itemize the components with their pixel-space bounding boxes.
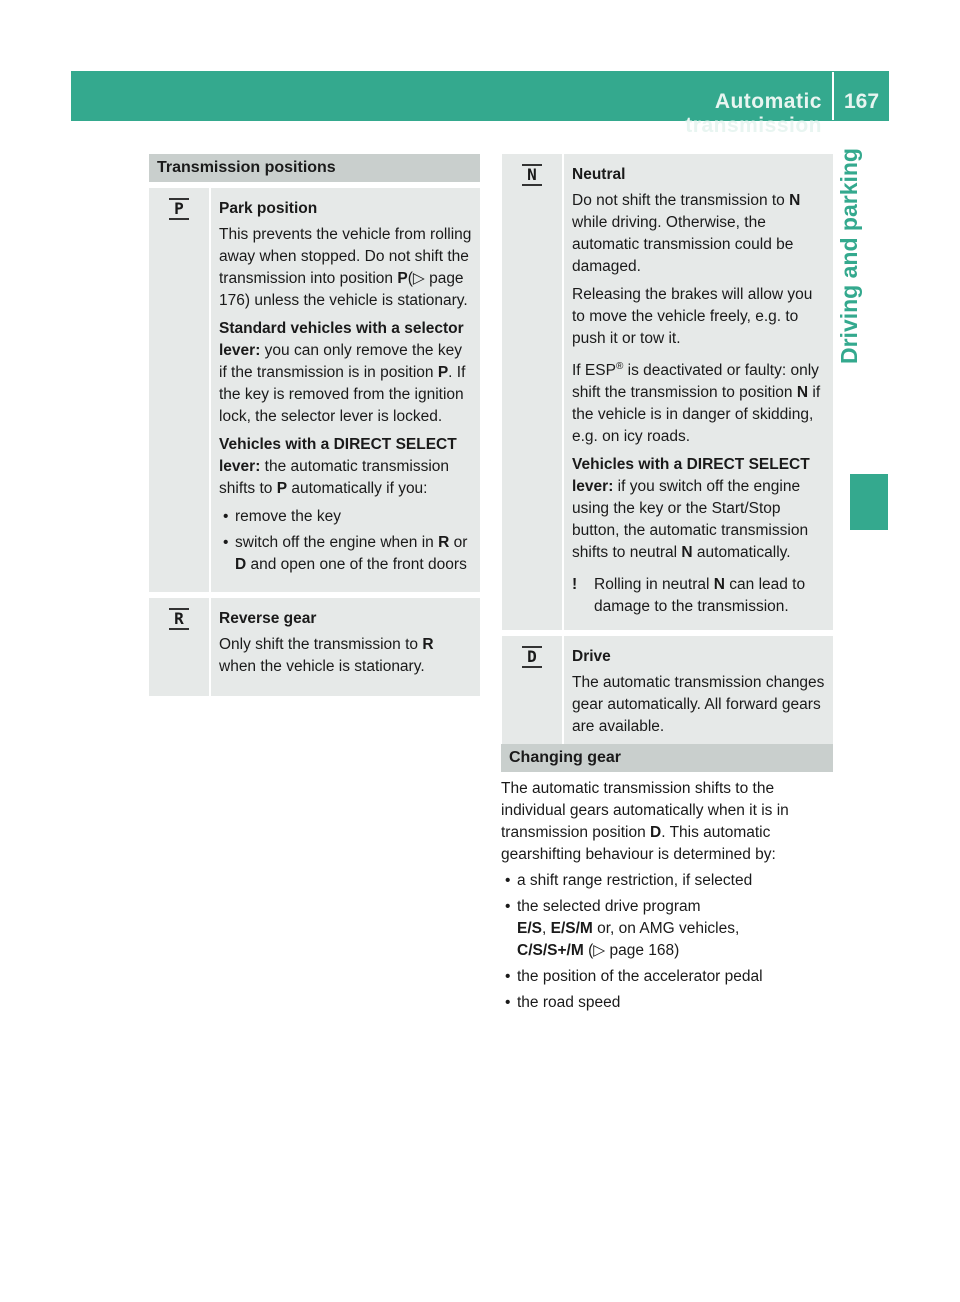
- section-heading: Changing gear: [501, 744, 833, 772]
- table-heading: Transmission positions: [149, 154, 480, 182]
- changing-gear-section: [501, 778, 833, 1018]
- drive-description: The automatic transmission changes gear automatically. All forward gears are available.: [572, 674, 825, 736]
- side-tab-label: Driving and parking: [836, 148, 862, 364]
- gear-p-icon: P: [169, 198, 189, 220]
- list-item: • switch off the engine when in R or D and open one of the front doors: [219, 532, 474, 576]
- side-tab-marker: [850, 474, 888, 530]
- transmission-positions-table-continued: [502, 148, 833, 756]
- gear-r-icon: R: [169, 608, 189, 630]
- chapter-title: Automatic transmission: [685, 90, 822, 137]
- list-item: • the selected drive program E/S, E/S/M or, on AMG vehicles, C/S/S+/M (▷ page 168): [501, 896, 833, 962]
- row-title: Reverse gear: [219, 610, 317, 627]
- list-item: • remove the key: [219, 506, 474, 528]
- gear-d-icon: D: [522, 646, 542, 668]
- row-title: Drive: [572, 648, 611, 666]
- warning-note: ! Rolling in neutral N can lead to damage to the transmission.: [572, 574, 827, 618]
- list-item: • a shift range restriction, if selected: [501, 870, 833, 892]
- section-intro: The automatic transmission shifts to the individual gears automatically when it is in transmission position D. This automatic gearshifting behaviour is determined by:: [501, 780, 789, 863]
- park-direct-select-note: Vehicles with a DIRECT SELECT lever: the automatic transmission shifts to P automatically if you:: [219, 436, 457, 497]
- table-row-park: [149, 188, 480, 592]
- table-row-reverse: [149, 598, 480, 696]
- table-row-neutral: [502, 154, 833, 630]
- neutral-esp-note: If ESP® is deactivated or faulty: only shift the transmission to position N if the vehicle is in danger of skidding, e.g. on icy roads.: [572, 361, 821, 446]
- transmission-positions-table: [149, 154, 480, 696]
- row-title: Neutral: [572, 166, 626, 183]
- reverse-description: Only shift the transmission to R when the vehicle is stationary.: [219, 636, 434, 675]
- page-number: 167: [844, 90, 880, 113]
- park-standard-note: Standard vehicles with a selector lever: you can only remove the key if the transmission is in position P. If the key is removed from the ignition lock, the selector lever is locked.: [219, 320, 466, 425]
- warning-icon: !: [572, 576, 578, 594]
- list-item: • the road speed: [501, 992, 833, 1014]
- neutral-direct-select-note: Vehicles with a DIRECT SELECT lever: if you switch off the engine using the key or the Start/Stop button, the automatic transmission shifts to neutral N automatically.: [572, 456, 810, 562]
- row-title: Park position: [219, 200, 318, 217]
- park-description: This prevents the vehicle from rolling away when stopped. Do not shift the transmission into position P(▷ page 176) unless the vehicle is stationary.: [219, 226, 472, 309]
- table-row-drive: [502, 636, 833, 756]
- list-item: • the position of the accelerator pedal: [501, 966, 833, 988]
- header-divider: [832, 72, 834, 120]
- neutral-brakes-note: Releasing the brakes will allow you to move the vehicle freely, e.g. to push it or tow it.: [572, 286, 813, 347]
- neutral-description: Do not shift the transmission to N while driving. Otherwise, the automatic transmission could be damaged.: [572, 192, 801, 275]
- gear-n-icon: N: [522, 164, 542, 186]
